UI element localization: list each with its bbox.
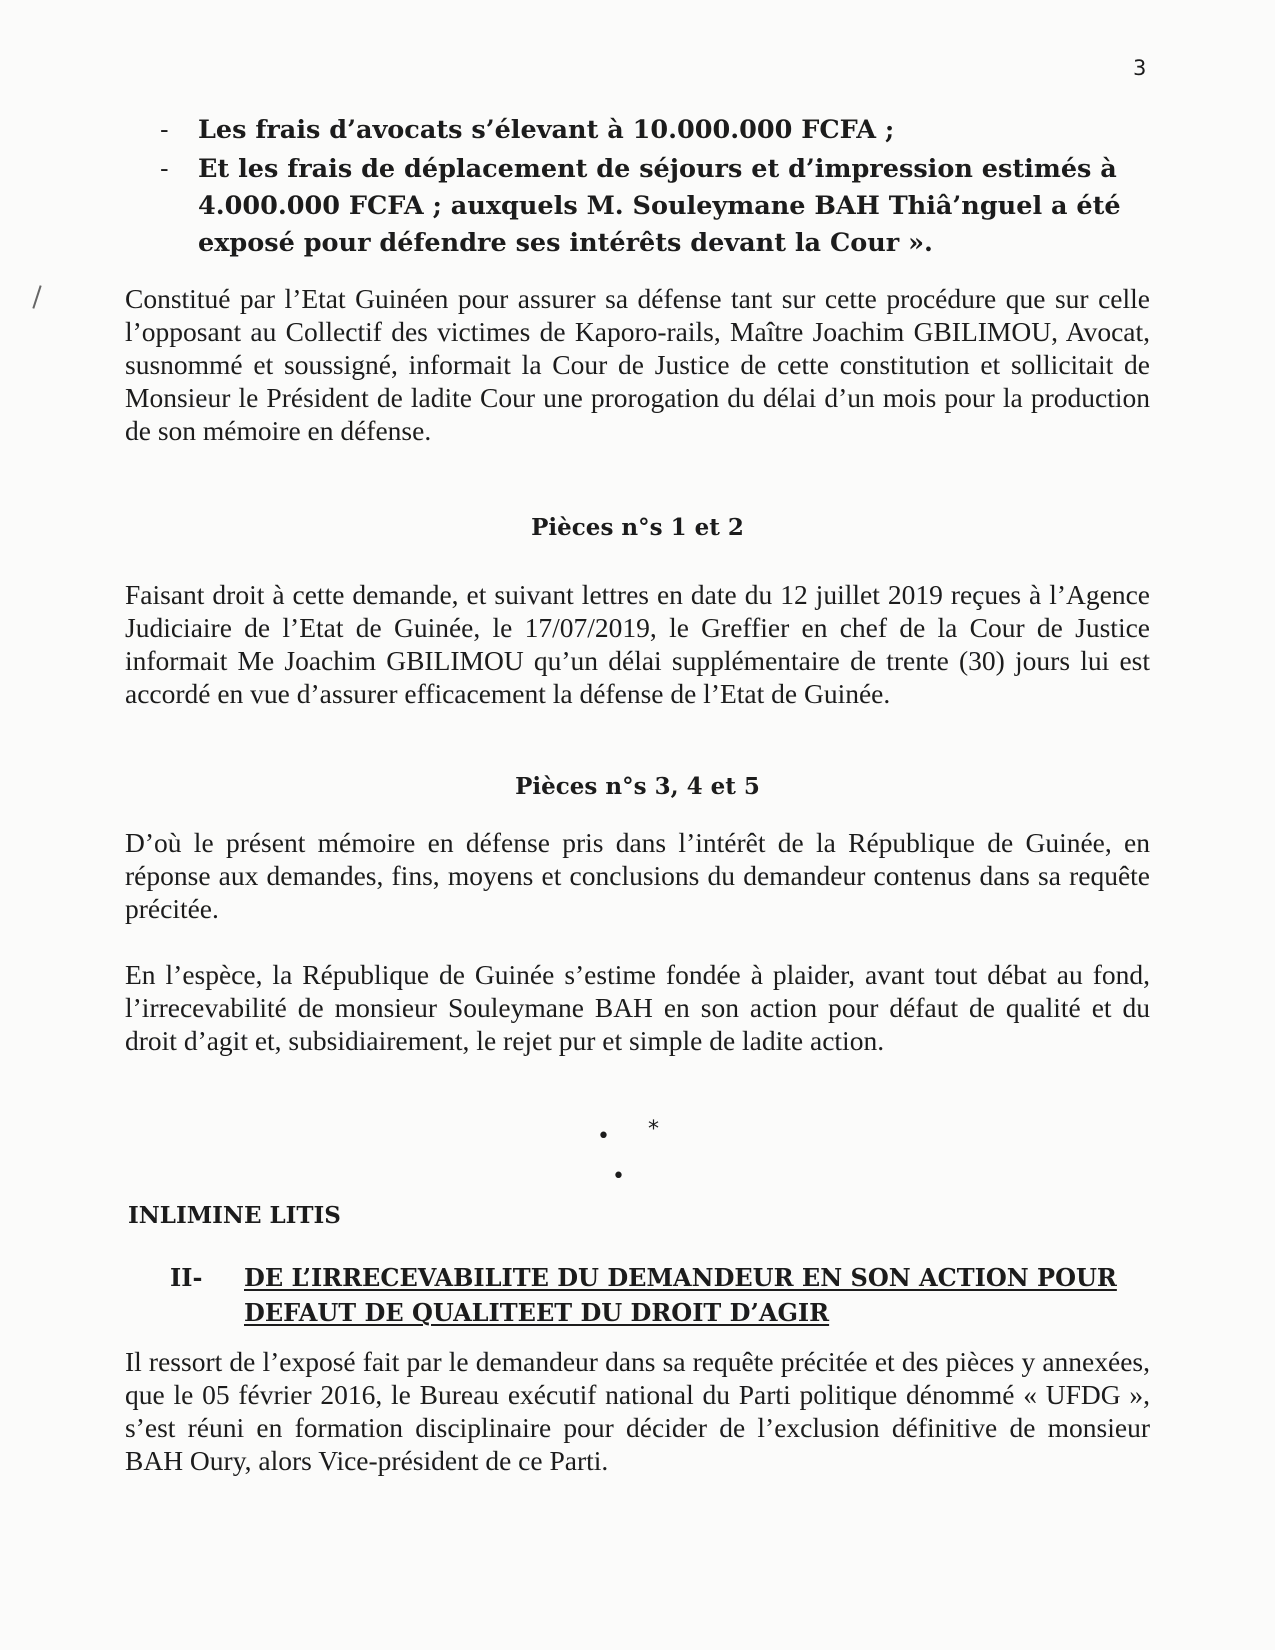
bullet-item: [160, 112, 1150, 149]
paragraph-espece: En l’espèce, la République de Guinée s’estime fondée à plaider, avant tout débat au fond, l’irrecevabilité de monsieur Souleymane BAH en son action pour défaut de qualité et du droit d’agit et, subsidiairement, le rejet pur et simple de ladite action.: [125, 959, 1150, 1056]
separator-dot: •: [597, 1124, 610, 1149]
section-title: DE L’IRRECEVABILITE DU DEMANDEUR EN SON ACTION POUR DEFAUT DE QUALITEET DU DROIT D’AGIR: [244, 1263, 1117, 1327]
bullet-text: Et les frais de déplacement de séjours et d’impression estimés à 4.000.000 FCFA ; auxquels M. Souleymane BAH Thiâ’nguel a été exposé pour défendre ses intérêts devant la Cour ».: [198, 154, 1121, 258]
separator-star: *: [648, 1117, 659, 1142]
section-number: II-: [170, 1263, 203, 1292]
pieces-heading-3-5: Pièces n°s 3, 4 et 5: [515, 773, 760, 800]
bullet-dash: -: [160, 115, 169, 145]
paragraph-memoire: D’où le présent mémoire en défense pris dans l’intérêt de la République de Guinée, en réponse aux demandes, fins, moyens et conclusions du demandeur contenus dans sa requête précitée.: [125, 827, 1150, 924]
bullet-dash: -: [160, 154, 169, 184]
paragraph-delai: Faisant droit à cette demande, et suivant lettres en date du 12 juillet 2019 reçues à l’Agence Judiciaire de l’Etat de Guinée, le 17/07/2019, le Greffier en chef de la Cour de Justice informait Me Joachim GBILIMOU qu’un délai supplémentaire de trente (30) jours lui est accordé en vue d’assurer efficacement la défense de l’Etat de Guinée.: [125, 579, 1150, 709]
paragraph-constitution: Constitué par l’Etat Guinéen pour assurer sa défense tant sur cette procédure que sur celle l’opposant au Collectif des victimes de Kaporo-rails, Maître Joachim GBILIMOU, Avocat, susnommé et soussigné, informait la Cour de Justice de cette constitution et sollicitait de Monsieur le Président de ladite Cour une prorogation du délai d’un mois pour la production de son mémoire en défense.: [125, 283, 1150, 446]
separator-dot: •: [612, 1164, 625, 1189]
cost-bullet-list: [160, 112, 1150, 264]
latin-heading: INLIMINE LITIS: [128, 1202, 341, 1229]
margin-pen-mark: [32, 285, 41, 308]
page-number: 3: [1133, 56, 1147, 80]
bullet-text: Les frais d’avocats s’élevant à 10.000.000 FCFA ;: [198, 115, 895, 145]
pieces-heading-1-2: Pièces n°s 1 et 2: [531, 514, 744, 541]
paragraph-ufdg: Il ressort de l’exposé fait par le demandeur dans sa requête précitée et des pièces y annexées, que le 05 février 2016, le Bureau exécutif national du Parti politique dénommé « UFDG », s’est réuni en formation disciplinaire pour décider de l’exclusion définitive de monsieur BAH Oury, alors Vice-président de ce Parti.: [125, 1346, 1150, 1476]
bullet-item: [160, 151, 1150, 262]
